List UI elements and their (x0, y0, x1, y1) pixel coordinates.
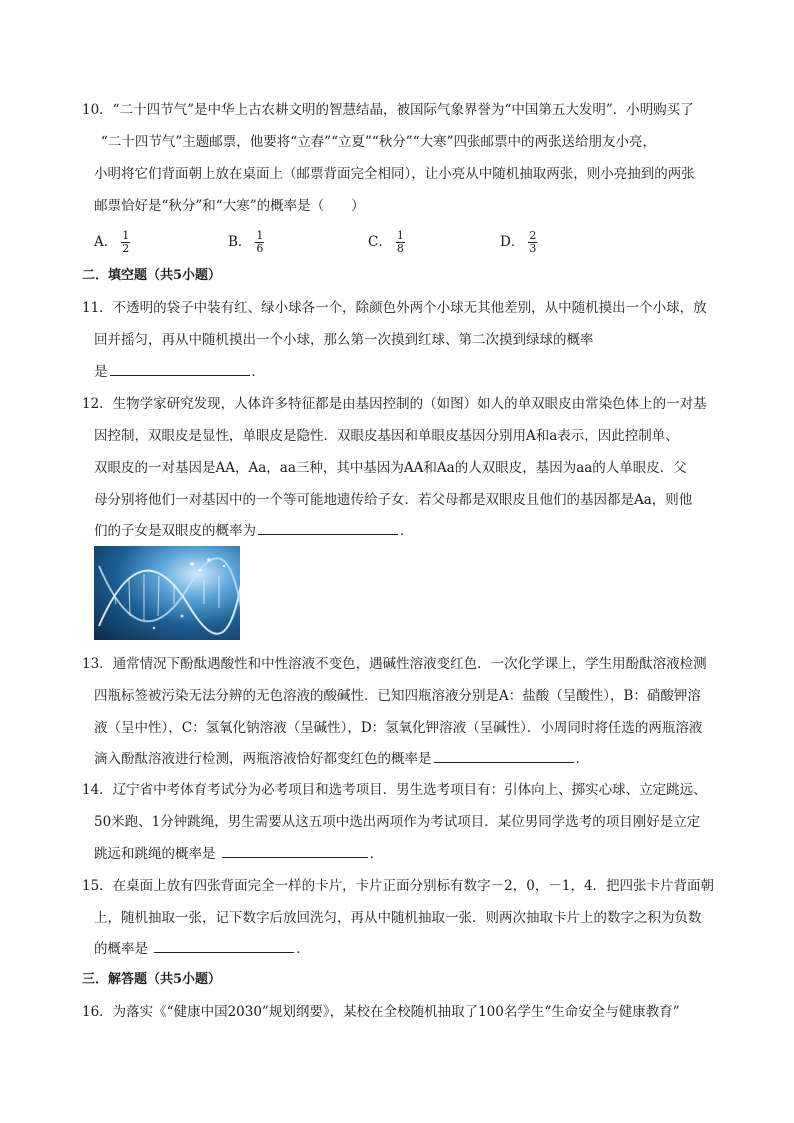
q11-line-2: 回并摇匀，再从中随机摸出一个小球，那么第一次摸到红球、第二次摸到绿球的概率 (94, 332, 594, 348)
q10-option-c (368, 230, 405, 255)
q11-line-3 (94, 361, 265, 382)
q15-line-3 (94, 938, 310, 959)
q15-answer-blank[interactable] (154, 938, 294, 953)
q15-line-2: 上，随机抽取一张，记下数字后放回洗匀，再从中随机抽取一张．则两次抽取卡片上的数字之积为负数 (94, 910, 702, 926)
q12-line-4: 母分别将他们一对基因中的一个等可能地遗传给子女．若父母都是双眼皮且他们的基因都是Aa，则他 (94, 492, 693, 508)
option-fraction (121, 230, 130, 255)
q12-text-post: ． (400, 523, 414, 539)
q13-answer-blank[interactable] (434, 748, 574, 763)
q14-answer-blank[interactable] (222, 843, 368, 858)
q12-line-1: 12．生物学家研究发现，人体许多特征都是由基因控制的（如图）如人的单双眼皮由常染色体上的一对基 (82, 396, 707, 412)
q13-line-4 (94, 748, 589, 769)
fraction-numerator: 2 (529, 229, 537, 242)
fraction-numerator: 1 (396, 229, 404, 242)
fraction-denominator: 8 (396, 242, 404, 255)
q10-option-b (228, 230, 264, 255)
q10-option-a (94, 230, 130, 255)
dna-helix-graphic (94, 546, 240, 640)
option-label: D． (500, 234, 525, 250)
q13-text-pre: 滴入酚酞溶液进行检测，两瓶溶液恰好都变红色的概率是 (94, 751, 432, 767)
q13-line-1: 13．通常情况下酚酞遇酸性和中性溶液不变色，遇碱性溶液变红色．一次化学课上，学生用酚酞溶液检测 (82, 656, 707, 672)
q10-line-1: 10．“二十四节气”是中华上古农耕文明的智慧结晶，被国际气象界誉为“中国第五大发明”．小明购买了 (82, 102, 694, 118)
q10-option-d (500, 230, 537, 255)
fraction-denominator: 6 (256, 242, 264, 255)
q12-line-5 (94, 520, 414, 541)
option-label: C． (368, 234, 392, 250)
option-fraction (528, 230, 537, 255)
q10-line-3: 小明将它们背面朝上放在桌面上（邮票背面完全相同），让小亮从中随机抽取两张，则小亮抽到的两张 (94, 166, 695, 182)
option-fraction (255, 230, 264, 255)
option-fraction (396, 230, 405, 255)
q12-line-2: 因控制，双眼皮是显性，单眼皮是隐性．双眼皮基因和单眼皮基因分别用A和a表示，因此控制单、 (94, 428, 679, 444)
q12-answer-blank[interactable] (258, 520, 398, 535)
q14-line-3 (94, 843, 383, 864)
dna-helix-image (94, 546, 240, 640)
fraction-numerator: 1 (122, 229, 130, 242)
q14-line-1: 14．辽宁省中考体育考试分为必考项目和选考项目．男生选考项目有：引体向上、掷实心球、立定跳远、 (82, 782, 707, 798)
q15-text-post: ． (296, 941, 310, 957)
q12-line-3: 双眼皮的一对基因是AA，Aa，aa三种，其中基因为AA和Aa的人双眼皮，基因为aa的人单眼皮．父 (94, 460, 687, 476)
q11-line-1: 11．不透明的袋子中装有红、绿小球各一个，除颜色外两个小球无其他差别，从中随机摸出一个小球，放 (82, 300, 707, 316)
q10-line-2: “二十四节气”主题邮票，他要将“立春”“立夏”“秋分”“大寒”四张邮票中的两张送给朋友小亮， (101, 134, 657, 150)
q15-text-pre: 的概率是 (94, 941, 153, 957)
q11-text-post: ． (251, 364, 265, 380)
q11-answer-blank[interactable] (110, 361, 250, 376)
q10-line-4: 邮票恰好是“秋分”和“大寒”的概率是（ ） (94, 198, 365, 214)
section-heading-fill-in: 二．填空题（共5小题） (82, 268, 222, 283)
fraction-numerator: 1 (256, 229, 264, 242)
q15-line-1: 15．在桌面上放有四张背面完全一样的卡片，卡片正面分别标有数字－2，0，－1，4．把四张卡片背面朝 (82, 878, 715, 894)
q14-line-2: 50米跑、1分钟跳绳，男生需要从这五项中选出两项作为考试项目．某位男同学选考的项目刚好是立定 (94, 814, 701, 830)
fraction-denominator: 2 (122, 242, 130, 255)
q13-text-post: ． (575, 751, 589, 767)
q11-text-pre: 是 (94, 364, 108, 380)
q14-text-post: ． (369, 846, 384, 862)
q12-text-pre: 们的子女是双眼皮的概率为 (94, 523, 256, 539)
q13-line-2: 四瓶标签被污染无法分辨的无色溶液的酸碱性．已知四瓶溶液分别是A：盐酸（呈酸性），B：硝酸钾溶 (94, 688, 701, 704)
q13-line-3: 液（呈中性），C：氢氧化钠溶液（呈碱性），D：氢氧化钾溶液（呈碱性）．小周同时将任选的两瓶溶液 (94, 720, 703, 736)
option-label: B． (228, 234, 252, 250)
q16-line-1: 16．为落实《“健康中国2030”规划纲要》，某校在全校随机抽取了100名学生“生命安全与健康教育” (82, 1004, 680, 1020)
fraction-denominator: 3 (529, 242, 537, 255)
option-label: A． (94, 234, 118, 250)
section-heading-answer: 三．解答题（共5小题） (82, 972, 222, 987)
q14-text-pre: 跳远和跳绳的概率是 (94, 846, 220, 862)
